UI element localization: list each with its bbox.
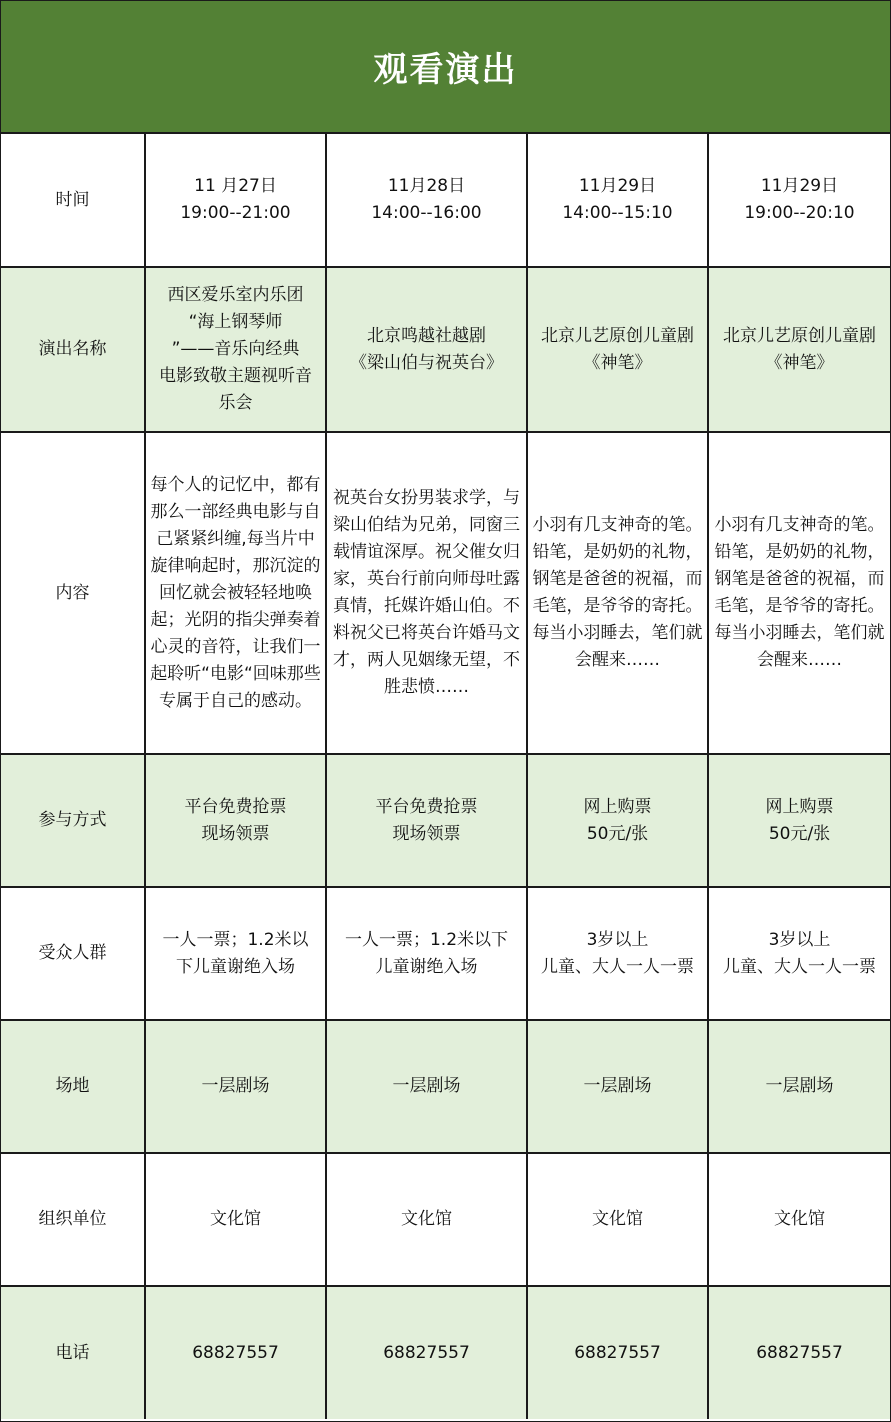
time-range: 19:00--21:00 bbox=[180, 203, 291, 223]
row-time bbox=[1, 134, 890, 267]
row-participation bbox=[1, 754, 890, 887]
audience-line: 下儿童谢绝入场 bbox=[176, 956, 295, 977]
show-name-line: 《梁山伯与祝英台》 bbox=[350, 352, 503, 373]
show-name-cell-3 bbox=[527, 267, 708, 432]
time-cell-3 bbox=[527, 134, 708, 267]
show-name-line: “海上钢琴师 bbox=[188, 312, 283, 332]
phone-cell-3: 68827557 bbox=[527, 1286, 708, 1419]
venue-cell-1: 一层剧场 bbox=[145, 1020, 326, 1153]
time-date: 11月29日 bbox=[760, 176, 839, 196]
time-date: 11月29日 bbox=[578, 176, 657, 196]
audience-cell-1 bbox=[145, 887, 326, 1020]
show-name-line: 《神笔》 bbox=[583, 352, 652, 373]
venue-cell-2: 一层剧场 bbox=[326, 1020, 527, 1153]
row-label-show-name: 演出名称 bbox=[1, 267, 145, 432]
content-cell-2: 祝英台女扮男装求学，与梁山伯结为兄弟，同窗三载情谊深厚。祝父催女归家，英台行前向师母吐露真情，托媒许婚山伯。不料祝父已将英台许婚马文才，两人见姻缘无望，不胜悲愤…… bbox=[326, 432, 527, 754]
participation-line: 现场领票 bbox=[201, 823, 270, 844]
page-title: 观看演出 bbox=[1, 1, 890, 134]
organizer-cell-1: 文化馆 bbox=[145, 1153, 326, 1286]
row-audience bbox=[1, 887, 890, 1020]
audience-cell-3 bbox=[527, 887, 708, 1020]
show-name-line: 《神笔》 bbox=[765, 352, 834, 373]
row-label-venue: 场地 bbox=[1, 1020, 145, 1153]
phone-cell-1: 68827557 bbox=[145, 1286, 326, 1419]
time-range: 14:00--16:00 bbox=[371, 203, 482, 223]
row-content bbox=[1, 432, 890, 754]
audience-line: 3岁以上 bbox=[768, 929, 831, 950]
content-cell-4: 小羽有几支神奇的笔。铅笔，是奶奶的礼物，钢笔是爸爸的祝福，而毛笔，是爷爷的寄托。每当小羽睡去，笔们就会醒来…… bbox=[708, 432, 890, 754]
row-label-phone: 电话 bbox=[1, 1286, 145, 1419]
row-label-organizer: 组织单位 bbox=[1, 1153, 145, 1286]
participation-line: 平台免费抢票 bbox=[184, 796, 287, 817]
show-name-cell-4 bbox=[708, 267, 890, 432]
participation-cell-4 bbox=[708, 754, 890, 887]
audience-cell-2 bbox=[326, 887, 527, 1020]
audience-cell-4 bbox=[708, 887, 890, 1020]
participation-line: 50元/张 bbox=[586, 823, 649, 844]
time-cell-2 bbox=[326, 134, 527, 267]
venue-cell-3: 一层剧场 bbox=[527, 1020, 708, 1153]
participation-line: 50元/张 bbox=[768, 823, 831, 844]
participation-line: 现场领票 bbox=[392, 823, 461, 844]
row-show-name bbox=[1, 267, 890, 432]
show-name-cell-2 bbox=[326, 267, 527, 432]
time-range: 14:00--15:10 bbox=[562, 203, 673, 223]
row-label-time: 时间 bbox=[1, 134, 145, 267]
content-cell-3: 小羽有几支神奇的笔。铅笔，是奶奶的礼物，钢笔是爸爸的祝福，而毛笔，是爷爷的寄托。每当小羽睡去，笔们就会醒来…… bbox=[527, 432, 708, 754]
row-label-content: 内容 bbox=[1, 432, 145, 754]
audience-line: 儿童、大人一人一票 bbox=[541, 956, 694, 977]
row-phone bbox=[1, 1286, 890, 1419]
content-cell-1: 每个人的记忆中，都有那么一部经典电影与自己紧紧纠缠,每当片中旋律响起时，那沉淀的回忆就会被轻轻地唤起；光阴的指尖弹奏着心灵的音符，让我们一起聆听“电影“回味那些专属于自己的感动。 bbox=[145, 432, 326, 754]
show-name-line: 西区爱乐室内乐团 bbox=[167, 285, 304, 305]
participation-cell-3 bbox=[527, 754, 708, 887]
time-date: 11月28日 bbox=[387, 176, 466, 196]
show-name-line: 北京儿艺原创儿童剧 bbox=[541, 325, 694, 346]
time-cell-1 bbox=[145, 134, 326, 267]
time-date: 11 月27日 bbox=[194, 176, 277, 196]
show-name-line: ”——音乐向经典 bbox=[171, 339, 300, 359]
participation-line: 网上购票 bbox=[765, 796, 834, 817]
show-name-line: 电影致敬主题视听音 bbox=[159, 366, 312, 386]
row-label-participation: 参与方式 bbox=[1, 754, 145, 887]
show-name-cell-1 bbox=[145, 267, 326, 432]
row-label-audience: 受众人群 bbox=[1, 887, 145, 1020]
time-range: 19:00--20:10 bbox=[744, 203, 855, 223]
show-name-line: 北京儿艺原创儿童剧 bbox=[723, 325, 876, 346]
participation-cell-2 bbox=[326, 754, 527, 887]
row-organizer bbox=[1, 1153, 890, 1286]
audience-line: 儿童、大人一人一票 bbox=[723, 956, 876, 977]
audience-line: 3岁以上 bbox=[586, 929, 649, 950]
show-name-line: 乐会 bbox=[218, 393, 253, 413]
audience-line: 一人一票；1.2米以下 bbox=[344, 929, 509, 950]
audience-line: 一人一票；1.2米以 bbox=[162, 929, 309, 950]
show-name-line: 北京鸣越社越剧 bbox=[367, 325, 486, 346]
participation-cell-1 bbox=[145, 754, 326, 887]
organizer-cell-4: 文化馆 bbox=[708, 1153, 890, 1286]
row-venue bbox=[1, 1020, 890, 1153]
organizer-cell-3: 文化馆 bbox=[527, 1153, 708, 1286]
phone-cell-2: 68827557 bbox=[326, 1286, 527, 1419]
events-table bbox=[1, 134, 890, 1419]
participation-line: 平台免费抢票 bbox=[375, 796, 478, 817]
participation-line: 网上购票 bbox=[583, 796, 652, 817]
audience-line: 儿童谢绝入场 bbox=[375, 956, 478, 977]
phone-cell-4: 68827557 bbox=[708, 1286, 890, 1419]
organizer-cell-2: 文化馆 bbox=[326, 1153, 527, 1286]
time-cell-4 bbox=[708, 134, 890, 267]
venue-cell-4: 一层剧场 bbox=[708, 1020, 890, 1153]
